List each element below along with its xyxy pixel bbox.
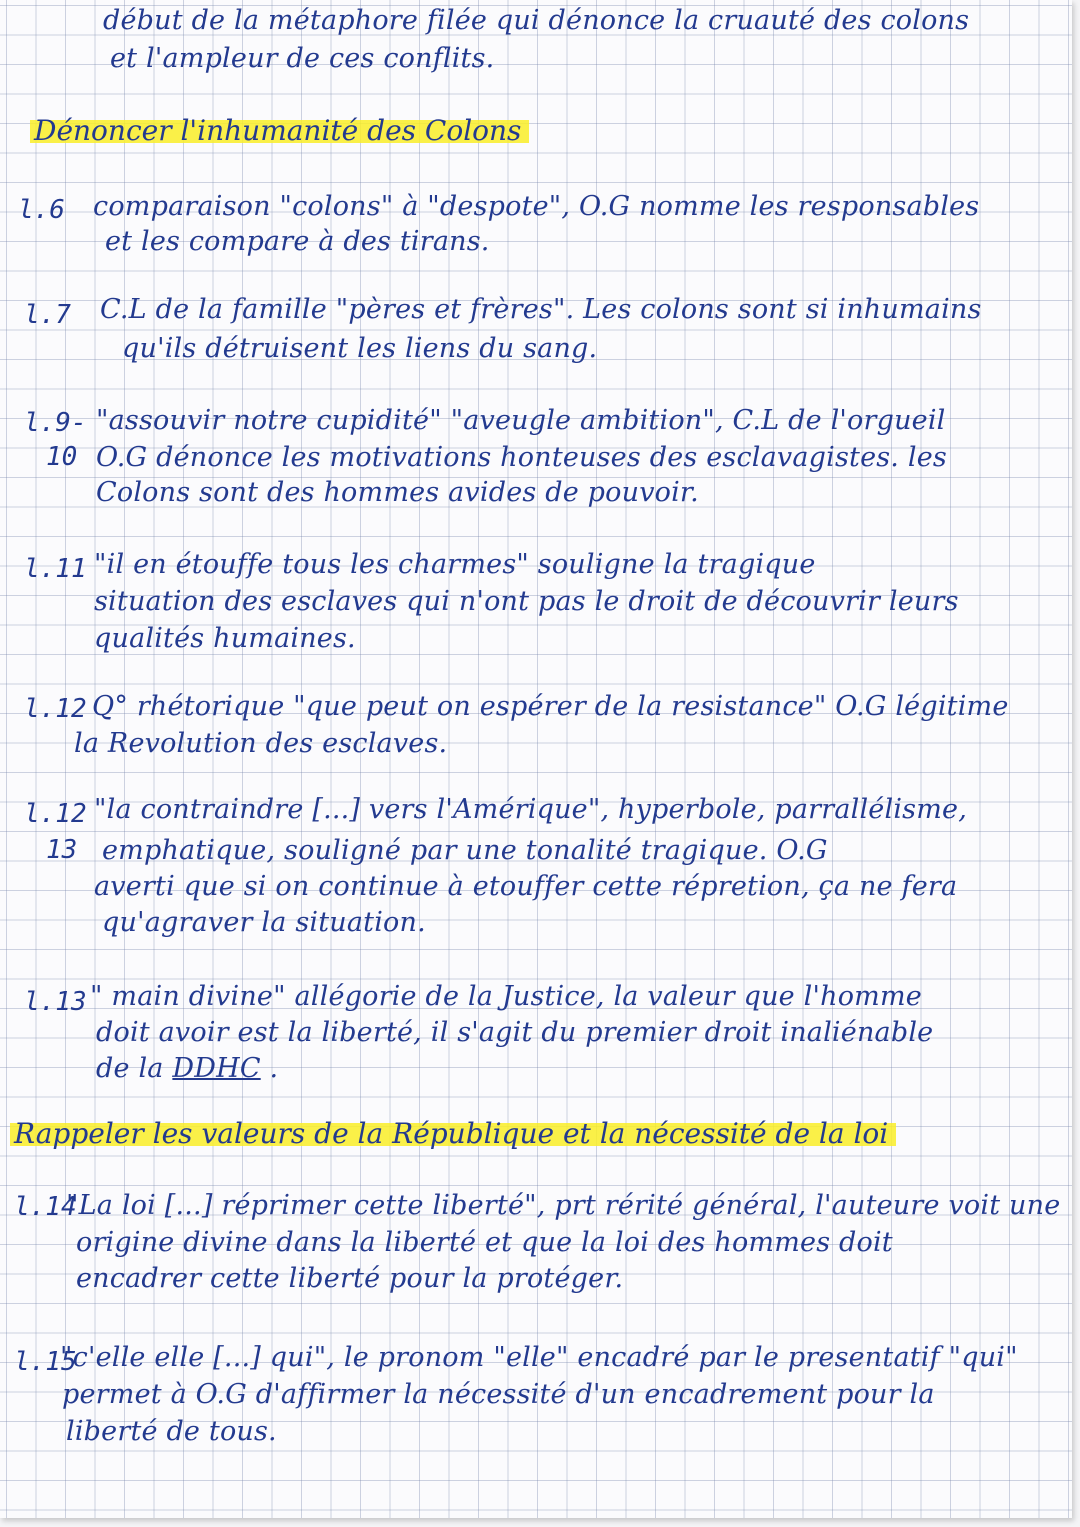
entry-text-line: averti que si on continue à etouffer cette répretion, ça ne fera — [94, 871, 958, 902]
line-ref-marker: l.6 — [18, 195, 65, 225]
heading-highlight: Rappeler les valeurs de la République et la nécessité de la loi — [10, 1117, 896, 1150]
entry-text-line: qualités humaines. — [94, 623, 356, 654]
intro-line-2: et l'ampleur de ces conflits. — [110, 43, 495, 74]
entry-text-line: doit avoir est la liberté, il s'agit du premier droit inaliénable — [96, 1017, 934, 1048]
entry-text-line: "il en étouffe tous les charmes" souligne la tragique — [94, 549, 816, 580]
entry-text-line: "assouvir notre cupidité" "aveugle ambition", C.L de l'orgueil — [96, 405, 946, 436]
entry-text-line: qu'agraver la situation. — [102, 907, 426, 938]
entry-text-line: liberté de tous. — [66, 1416, 277, 1447]
entry-text-line-last — [96, 1052, 278, 1086]
entry-text-line: Q° rhétorique "que peut on espérer de la resistance" O.G légitime — [92, 691, 1009, 722]
line-ref-marker: l.7 — [24, 300, 71, 330]
entry-text-line: permet à O.G d'affirmer la nécessité d'un encadrement pour la — [62, 1379, 935, 1410]
line-ref-marker: l.13 — [24, 987, 87, 1017]
entry-text-line: "c'elle elle [...] qui", le pronom "elle" encadré par le presentatif "qui" — [60, 1342, 1018, 1373]
line-ref-marker: l.12 — [24, 799, 87, 829]
intro-line-1: début de la métaphore filée qui dénonce la cruauté des colons — [103, 5, 970, 36]
entry-text-line: et les compare à des tirans. — [105, 226, 490, 257]
entry-text-suffix: . — [260, 1053, 279, 1084]
line-ref-marker: l.12 — [24, 694, 87, 724]
entry-text-line: situation des esclaves qui n'ont pas le droit de découvrir leurs — [94, 586, 959, 617]
entry-text-line: encadrer cette liberté pour la protéger. — [76, 1263, 624, 1294]
entry-text-line: "la contraindre [...] vers l'Amérique", hyperbole, parrallélisme, — [94, 794, 967, 825]
line-ref-marker-continued: 13 — [46, 835, 78, 865]
section-heading-inhumanite — [30, 114, 529, 148]
entry-text-line: origine divine dans la liberté et que la loi des hommes doit — [76, 1227, 893, 1258]
line-ref-marker: l.14 — [14, 1192, 77, 1222]
heading-highlight: Dénoncer l'inhumanité des Colons — [30, 114, 529, 147]
entry-text-line: Colons sont des hommes avides de pouvoir. — [96, 477, 699, 508]
entry-text-line: C.L de la famille "pères et frères". Les colons sont si inhumains — [100, 294, 982, 325]
ddhc-abbreviation: DDHC — [172, 1053, 261, 1084]
entry-text-line: comparaison "colons" à "despote", O.G nomme les responsables — [93, 191, 980, 222]
line-ref-marker: l.9- — [24, 408, 87, 438]
entry-text-line: qu'ils détruisent les liens du sang. — [122, 333, 598, 364]
entry-text-line: emphatique, souligné par une tonalité tragique. O.G — [102, 835, 828, 866]
section-heading-republique — [10, 1117, 896, 1151]
entry-text-line: "La loi [...] réprimer cette liberté", prt rérité général, l'auteure voit une — [66, 1190, 1061, 1221]
entry-text-prefix: de la — [96, 1053, 173, 1084]
entry-text-line: " main divine" allégorie de la Justice, la valeur que l'homme — [90, 981, 922, 1012]
line-ref-marker-continued: 10 — [46, 442, 78, 472]
line-ref-marker: l.15 — [14, 1347, 77, 1377]
entry-text-line: O.G dénonce les motivations honteuses des esclavagistes. les — [96, 442, 947, 473]
entry-text-line: la Revolution des esclaves. — [74, 728, 448, 759]
line-ref-marker: l.11 — [24, 554, 87, 584]
